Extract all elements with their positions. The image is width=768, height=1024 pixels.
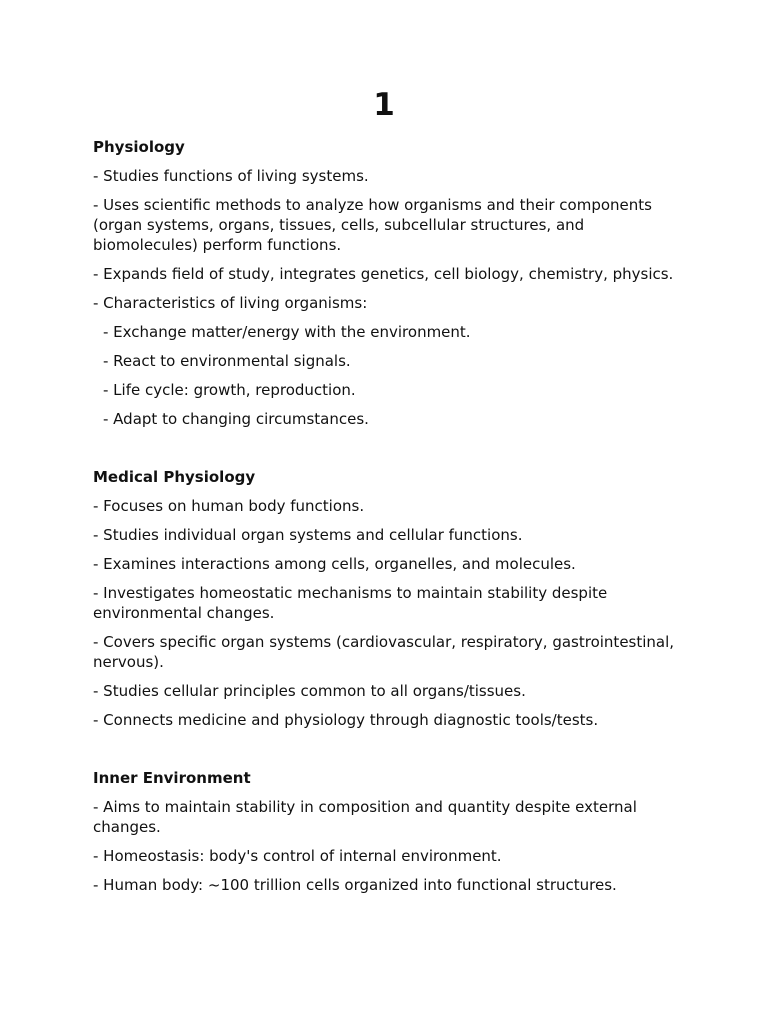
bullet-item: - Studies functions of living systems. bbox=[93, 167, 369, 185]
bullet-item: - Focuses on human body functions. bbox=[93, 497, 365, 515]
section-spacer bbox=[93, 438, 683, 467]
bullet-item: - Investigates homeostatic mechanisms to maintain stability despite environmental changes. bbox=[93, 584, 613, 622]
section-heading: Physiology bbox=[93, 138, 185, 156]
bullet-item: - Examines interactions among cells, organelles, and molecules. bbox=[93, 555, 576, 573]
sub-bullet-item: - Adapt to changing circumstances. bbox=[103, 410, 369, 428]
bullet-item: - Aims to maintain stability in composition and quantity despite external changes. bbox=[93, 798, 642, 836]
bullet-item: - Characteristics of living organisms: bbox=[93, 294, 368, 312]
section-medical-physiology bbox=[93, 467, 683, 730]
section-heading: Inner Environment bbox=[93, 769, 251, 787]
sub-bullet-item: - Exchange matter/energy with the environment. bbox=[103, 323, 471, 341]
section-heading: Medical Physiology bbox=[93, 468, 256, 486]
page-number: 1 bbox=[373, 87, 395, 123]
section-physiology bbox=[93, 137, 683, 429]
section-inner-environment bbox=[93, 768, 683, 895]
bullet-item: - Uses scientific methods to analyze how organisms and their components (organ systems, organs, tissues, cells, subcellular structures, and biomolecules) perform functions. bbox=[93, 196, 657, 254]
document-body bbox=[93, 137, 683, 904]
bullet-item: - Human body: ~100 trillion cells organized into functional structures. bbox=[93, 876, 617, 894]
bullet-item: - Covers specific organ systems (cardiovascular, respiratory, gastrointestinal, nervous). bbox=[93, 633, 679, 671]
sub-bullet-item: - React to environmental signals. bbox=[103, 352, 351, 370]
bullet-item: - Expands field of study, integrates genetics, cell biology, chemistry, physics. bbox=[93, 265, 674, 283]
bullet-item: - Connects medicine and physiology through diagnostic tools/tests. bbox=[93, 711, 599, 729]
sub-bullet-item: - Life cycle: growth, reproduction. bbox=[103, 381, 356, 399]
bullet-item: - Studies cellular principles common to all organs/tissues. bbox=[93, 682, 526, 700]
bullet-item: - Homeostasis: body's control of internal environment. bbox=[93, 847, 502, 865]
section-spacer bbox=[93, 739, 683, 768]
bullet-item: - Studies individual organ systems and cellular functions. bbox=[93, 526, 523, 544]
